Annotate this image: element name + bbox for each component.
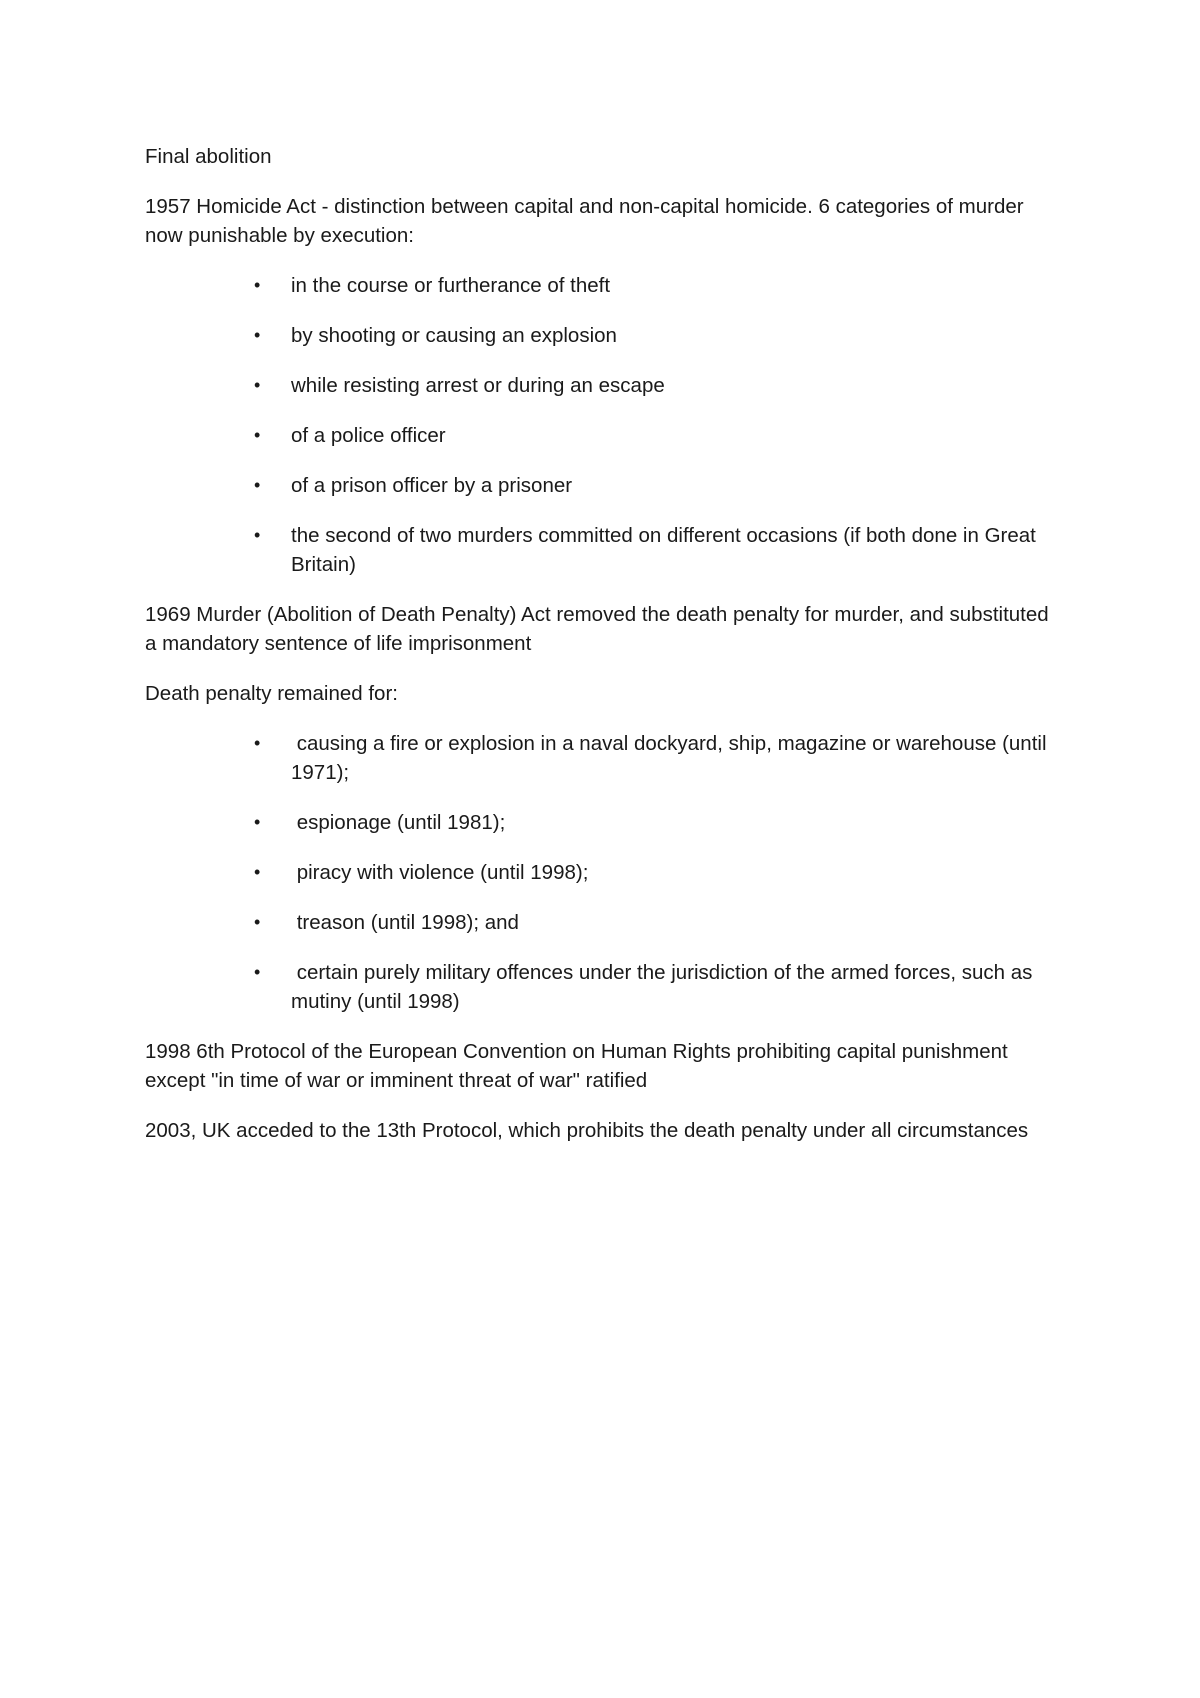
list-item-text: while resisting arrest or during an escape <box>291 374 665 397</box>
heading-final-abolition: Final abolition <box>145 145 272 168</box>
bullet-icon: • <box>254 912 261 932</box>
list-item-text: piracy with violence (until 1998); <box>291 861 589 884</box>
paragraph-1957-homicide-act: 1957 Homicide Act - distinction between capital and non-capital homicide. 6 categories of murder now punishable by execution: <box>145 195 1024 247</box>
document-body <box>145 142 1065 1166</box>
paragraph-death-penalty-remained: Death penalty remained for: <box>145 682 398 705</box>
bullet-icon: • <box>254 325 261 345</box>
list-item <box>254 371 1065 400</box>
list-remaining-capital-offences <box>145 729 1065 1016</box>
bullet-icon: • <box>254 812 261 832</box>
bullet-icon: • <box>254 962 261 982</box>
list-item <box>254 521 1065 579</box>
list-item-text: treason (until 1998); and <box>291 911 519 934</box>
list-item <box>254 321 1065 350</box>
list-item <box>254 471 1065 500</box>
paragraph-1998-6th-protocol: 1998 6th Protocol of the European Convention on Human Rights prohibiting capital punishment except "in time of war or imminent threat of war" ratified <box>145 1040 1008 1092</box>
list-item-text: in the course or furtherance of theft <box>291 274 611 297</box>
list-item-text: certain purely military offences under the jurisdiction of the armed forces, such as mutiny (until 1998) <box>291 961 1039 1013</box>
paragraph-2003-13th-protocol: 2003, UK acceded to the 13th Protocol, which prohibits the death penalty under all circumstances <box>145 1119 1029 1142</box>
paragraph-1969-murder-act: 1969 Murder (Abolition of Death Penalty) Act removed the death penalty for murder, and substituted a mandatory sentence of life imprisonment <box>145 603 1049 655</box>
bullet-icon: • <box>254 733 261 753</box>
bullet-icon: • <box>254 475 261 495</box>
list-item <box>254 729 1065 787</box>
list-item-text: of a prison officer by a prisoner <box>291 474 573 497</box>
list-item-text: causing a fire or explosion in a naval dockyard, ship, magazine or warehouse (until 1971); <box>291 732 1053 784</box>
bullet-icon: • <box>254 425 261 445</box>
list-item <box>254 858 1065 887</box>
list-item <box>254 271 1065 300</box>
list-item-text: of a police officer <box>291 424 446 447</box>
bullet-icon: • <box>254 275 261 295</box>
bullet-icon: • <box>254 862 261 882</box>
list-item <box>254 958 1065 1016</box>
list-item <box>254 908 1065 937</box>
list-item-text: espionage (until 1981); <box>291 811 506 834</box>
list-capital-murder-categories <box>145 271 1065 579</box>
list-item <box>254 421 1065 450</box>
bullet-icon: • <box>254 525 261 545</box>
bullet-icon: • <box>254 375 261 395</box>
list-item <box>254 808 1065 837</box>
list-item-text: by shooting or causing an explosion <box>291 324 617 347</box>
list-item-text: the second of two murders committed on different occasions (if both done in Great Britain) <box>291 524 1036 576</box>
